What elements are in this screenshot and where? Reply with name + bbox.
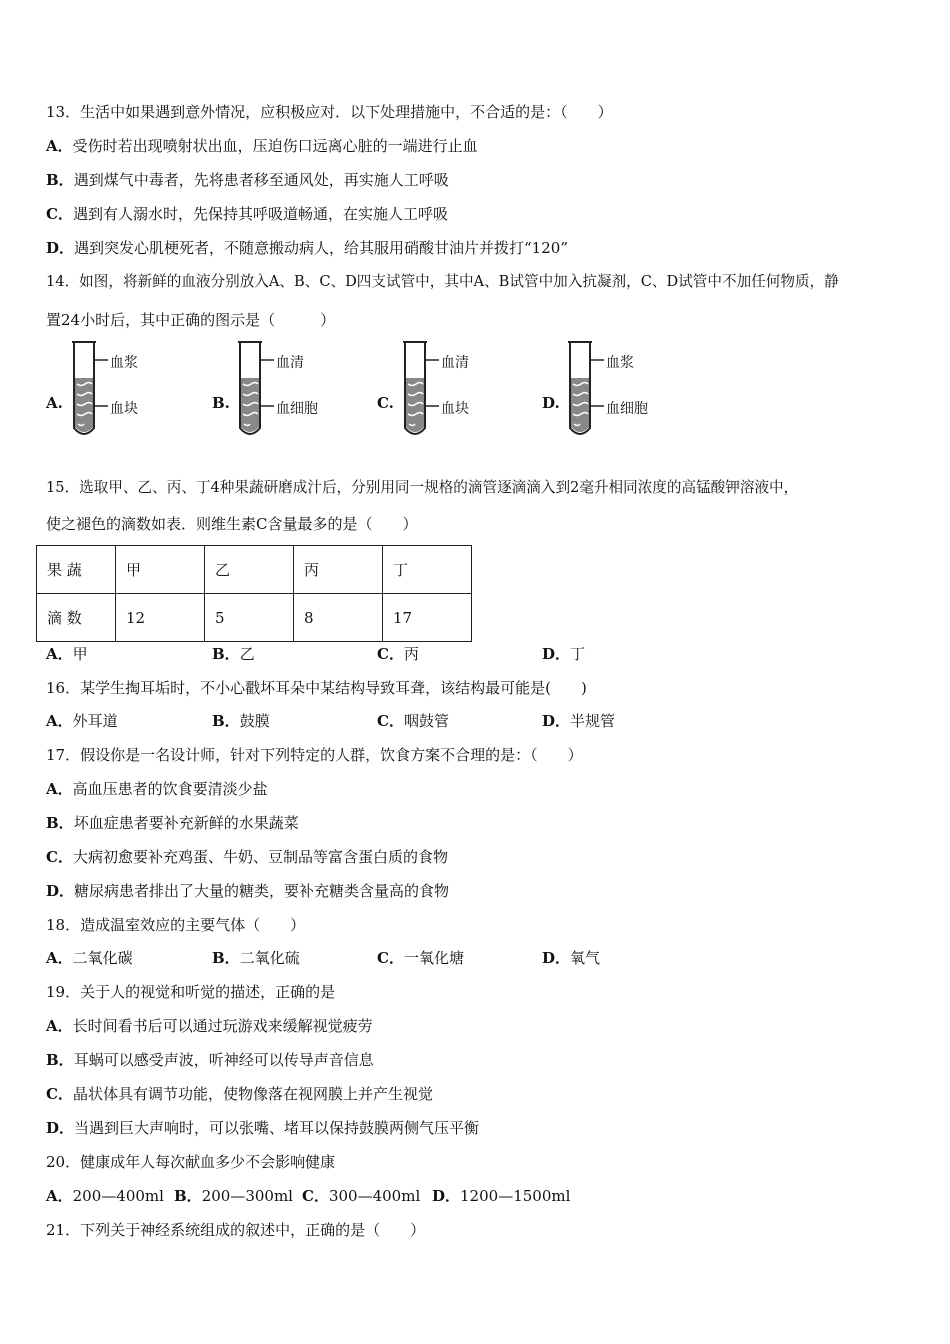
option-label: B．	[46, 814, 74, 832]
option-label: B．	[46, 171, 74, 189]
option-text: 鼓膜	[239, 712, 270, 730]
tube-top-label: 血浆	[110, 355, 138, 371]
tube-bottom-label: 血块	[110, 401, 138, 417]
option-text: 坏血症患者要补充新鲜的水果蔬菜	[73, 814, 299, 832]
q19-option-c[interactable]	[46, 1084, 433, 1104]
option-label: D．	[46, 239, 75, 257]
option-label: B．	[212, 949, 240, 967]
q18-option-d[interactable]	[542, 948, 600, 968]
q13-option-b[interactable]	[46, 170, 449, 190]
option-text: 丙	[403, 645, 419, 663]
option-text: 氧气	[570, 949, 601, 967]
q15-option-b[interactable]	[212, 644, 255, 664]
option-label: C．	[377, 949, 404, 967]
q17-option-a[interactable]	[46, 779, 268, 799]
option-text: 糖尿病患者排出了大量的糖类，要补充糖类含量高的食物	[74, 882, 450, 900]
q17-option-c[interactable]	[46, 847, 448, 867]
table-cell: 乙	[205, 546, 294, 594]
q17-option-d[interactable]	[46, 881, 449, 901]
q17-option-b[interactable]	[46, 813, 299, 833]
option-label: A．	[46, 1017, 73, 1035]
q19-option-a[interactable]	[46, 1016, 373, 1036]
option-text: 200—400ml	[72, 1187, 164, 1205]
q21-stem: 21．下列关于神经系统组成的叙述中，正确的是（ ）	[46, 1221, 426, 1239]
q18-option-a[interactable]	[46, 948, 133, 968]
option-label: B．	[212, 645, 240, 663]
tube-top-label: 血清	[276, 355, 304, 371]
option-label: C．	[377, 645, 404, 663]
option-text: 二氧化碳	[72, 949, 133, 967]
table-cell: 5	[205, 594, 294, 642]
drops-table	[36, 545, 472, 642]
option-text: 咽鼓管	[403, 712, 449, 730]
table-row	[37, 594, 472, 642]
table-cell: 果 蔬	[37, 546, 116, 594]
table-cell: 8	[294, 594, 383, 642]
tube-figure-c[interactable]	[377, 340, 507, 440]
option-text: 当遇到巨大声响时，可以张嘴、堵耳以保持鼓膜两侧气压平衡	[74, 1119, 480, 1137]
table-cell: 滴 数	[37, 594, 116, 642]
option-label: C．	[46, 205, 73, 223]
q13-option-c[interactable]	[46, 204, 448, 224]
q13-option-a[interactable]	[46, 136, 478, 156]
option-label: A．	[46, 780, 73, 798]
option-label: B．	[46, 1051, 74, 1069]
q15-option-c[interactable]	[377, 644, 419, 664]
option-label: D．	[542, 645, 571, 663]
tube-label: A.	[46, 394, 63, 412]
q15-options	[46, 644, 906, 664]
option-text: 一氧化塘	[403, 949, 464, 967]
option-label: B．	[174, 1187, 202, 1205]
table-cell: 12	[116, 594, 205, 642]
tube-figure-b[interactable]	[212, 340, 342, 440]
q13-option-d[interactable]	[46, 238, 568, 258]
tube-bottom-label: 血块	[441, 401, 469, 417]
option-label: A．	[46, 137, 73, 155]
option-label: D．	[46, 1119, 75, 1137]
option-label: A．	[46, 712, 73, 730]
option-text: 200—300ml	[201, 1187, 293, 1205]
option-text: 受伤时若出现喷射状出血，压迫伤口远离心脏的一端进行止血	[72, 137, 478, 155]
option-text: 大病初愈要补充鸡蛋、牛奶、豆制品等富含蛋白质的食物	[72, 848, 448, 866]
option-label: C．	[46, 848, 73, 866]
table-cell: 17	[383, 594, 472, 642]
option-text: 甲	[72, 645, 88, 663]
q14-stem-line2: 置24小时后，其中正确的图示是（ ）	[46, 311, 336, 329]
option-label: D．	[542, 949, 571, 967]
q20-option-b[interactable]	[174, 1186, 293, 1206]
q20-options	[46, 1186, 906, 1206]
option-label: A．	[46, 949, 73, 967]
option-text: 乙	[239, 645, 255, 663]
table-row	[37, 546, 472, 594]
option-text: 长时间看书后可以通过玩游戏来缓解视觉疲劳	[72, 1017, 373, 1035]
q19-option-d[interactable]	[46, 1118, 479, 1138]
tube-bottom-label: 血细胞	[606, 401, 648, 417]
option-label: C．	[377, 712, 404, 730]
q15-stem-line1: 15．选取甲、乙、丙、丁4种果蔬研磨成汁后，分别用同一规格的滴管逐滴滴入到2毫升相同浓度的高锰酸钾溶液中，	[46, 479, 799, 496]
q16-stem: 16．某学生掏耳垢时，不小心戳坏耳朵中某结构导致耳聋，该结构最可能是( )	[46, 679, 587, 697]
option-label: D．	[46, 882, 75, 900]
q14-stem-line1: 14．如图，将新鲜的血液分别放入A、B、C、D四支试管中，其中A、B试管中加入抗凝剂，C、D试管中不加任何物质，静	[46, 273, 839, 290]
option-label: A．	[46, 1187, 73, 1205]
option-text: 高血压患者的饮食要清淡少盐	[72, 780, 268, 798]
option-text: 丁	[570, 645, 586, 663]
table-cell: 甲	[116, 546, 205, 594]
q16-options	[46, 711, 906, 731]
table-cell: 丁	[383, 546, 472, 594]
q16-option-b[interactable]	[212, 711, 270, 731]
tube-bottom-label: 血细胞	[276, 401, 318, 417]
tube-label: D.	[542, 394, 560, 412]
tube-figure-d[interactable]	[542, 340, 672, 440]
q13-stem: 13．生活中如果遇到意外情况，应积极应对．以下处理措施中，不合适的是：（ ）	[46, 103, 613, 121]
q18-options	[46, 948, 906, 968]
q18-option-c[interactable]	[377, 948, 464, 968]
option-label: B．	[212, 712, 240, 730]
tube-figure-a[interactable]	[46, 340, 176, 440]
option-text: 晶状体具有调节功能，使物像落在视网膜上并产生视觉	[72, 1085, 433, 1103]
tube-label: B.	[212, 394, 230, 412]
q15-stem-line2: 使之褪色的滴数如表．则维生素C含量最多的是（ ）	[46, 515, 418, 533]
q18-option-b[interactable]	[212, 948, 300, 968]
q19-option-b[interactable]	[46, 1050, 374, 1070]
option-text: 半规管	[570, 712, 616, 730]
q17-stem: 17．假设你是一名设计师，针对下列特定的人群，饮食方案不合理的是：（ ）	[46, 746, 583, 764]
option-label: C．	[302, 1187, 329, 1205]
option-text: 遇到突发心肌梗死者，不随意搬动病人，给其服用硝酸甘油片并拨打“120”	[74, 239, 568, 257]
q20-option-d[interactable]	[432, 1186, 570, 1206]
q16-option-c[interactable]	[377, 711, 449, 731]
table-cell: 丙	[294, 546, 383, 594]
q20-stem: 20．健康成年人每次献血多少不会影响健康	[46, 1153, 336, 1171]
q15-option-a[interactable]	[46, 644, 88, 664]
option-text: 耳蜗可以感受声波，听神经可以传导声音信息	[73, 1051, 374, 1069]
option-label: D．	[432, 1187, 461, 1205]
q16-option-a[interactable]	[46, 711, 118, 731]
tube-top-label: 血清	[441, 355, 469, 371]
q18-stem: 18．造成温室效应的主要气体（ ）	[46, 916, 306, 934]
option-text: 300—400ml	[328, 1187, 421, 1205]
tube-label: C.	[377, 394, 394, 412]
tube-top-label: 血浆	[606, 355, 634, 371]
option-text: 外耳道	[72, 712, 118, 730]
q16-option-d[interactable]	[542, 711, 615, 731]
q19-stem: 19．关于人的视觉和听觉的描述，正确的是	[46, 983, 336, 1001]
q20-option-a[interactable]	[46, 1186, 164, 1206]
option-text: 遇到煤气中毒者，先将患者移至通风处，再实施人工呼吸	[73, 171, 449, 189]
option-text: 1200—1500ml	[460, 1187, 571, 1205]
option-text: 二氧化硫	[239, 949, 300, 967]
option-text: 遇到有人溺水时，先保持其呼吸道畅通，在实施人工呼吸	[72, 205, 448, 223]
q20-option-c[interactable]	[302, 1186, 420, 1206]
option-label: D．	[542, 712, 571, 730]
q15-option-d[interactable]	[542, 644, 585, 664]
option-label: A．	[46, 645, 73, 663]
option-label: C．	[46, 1085, 73, 1103]
